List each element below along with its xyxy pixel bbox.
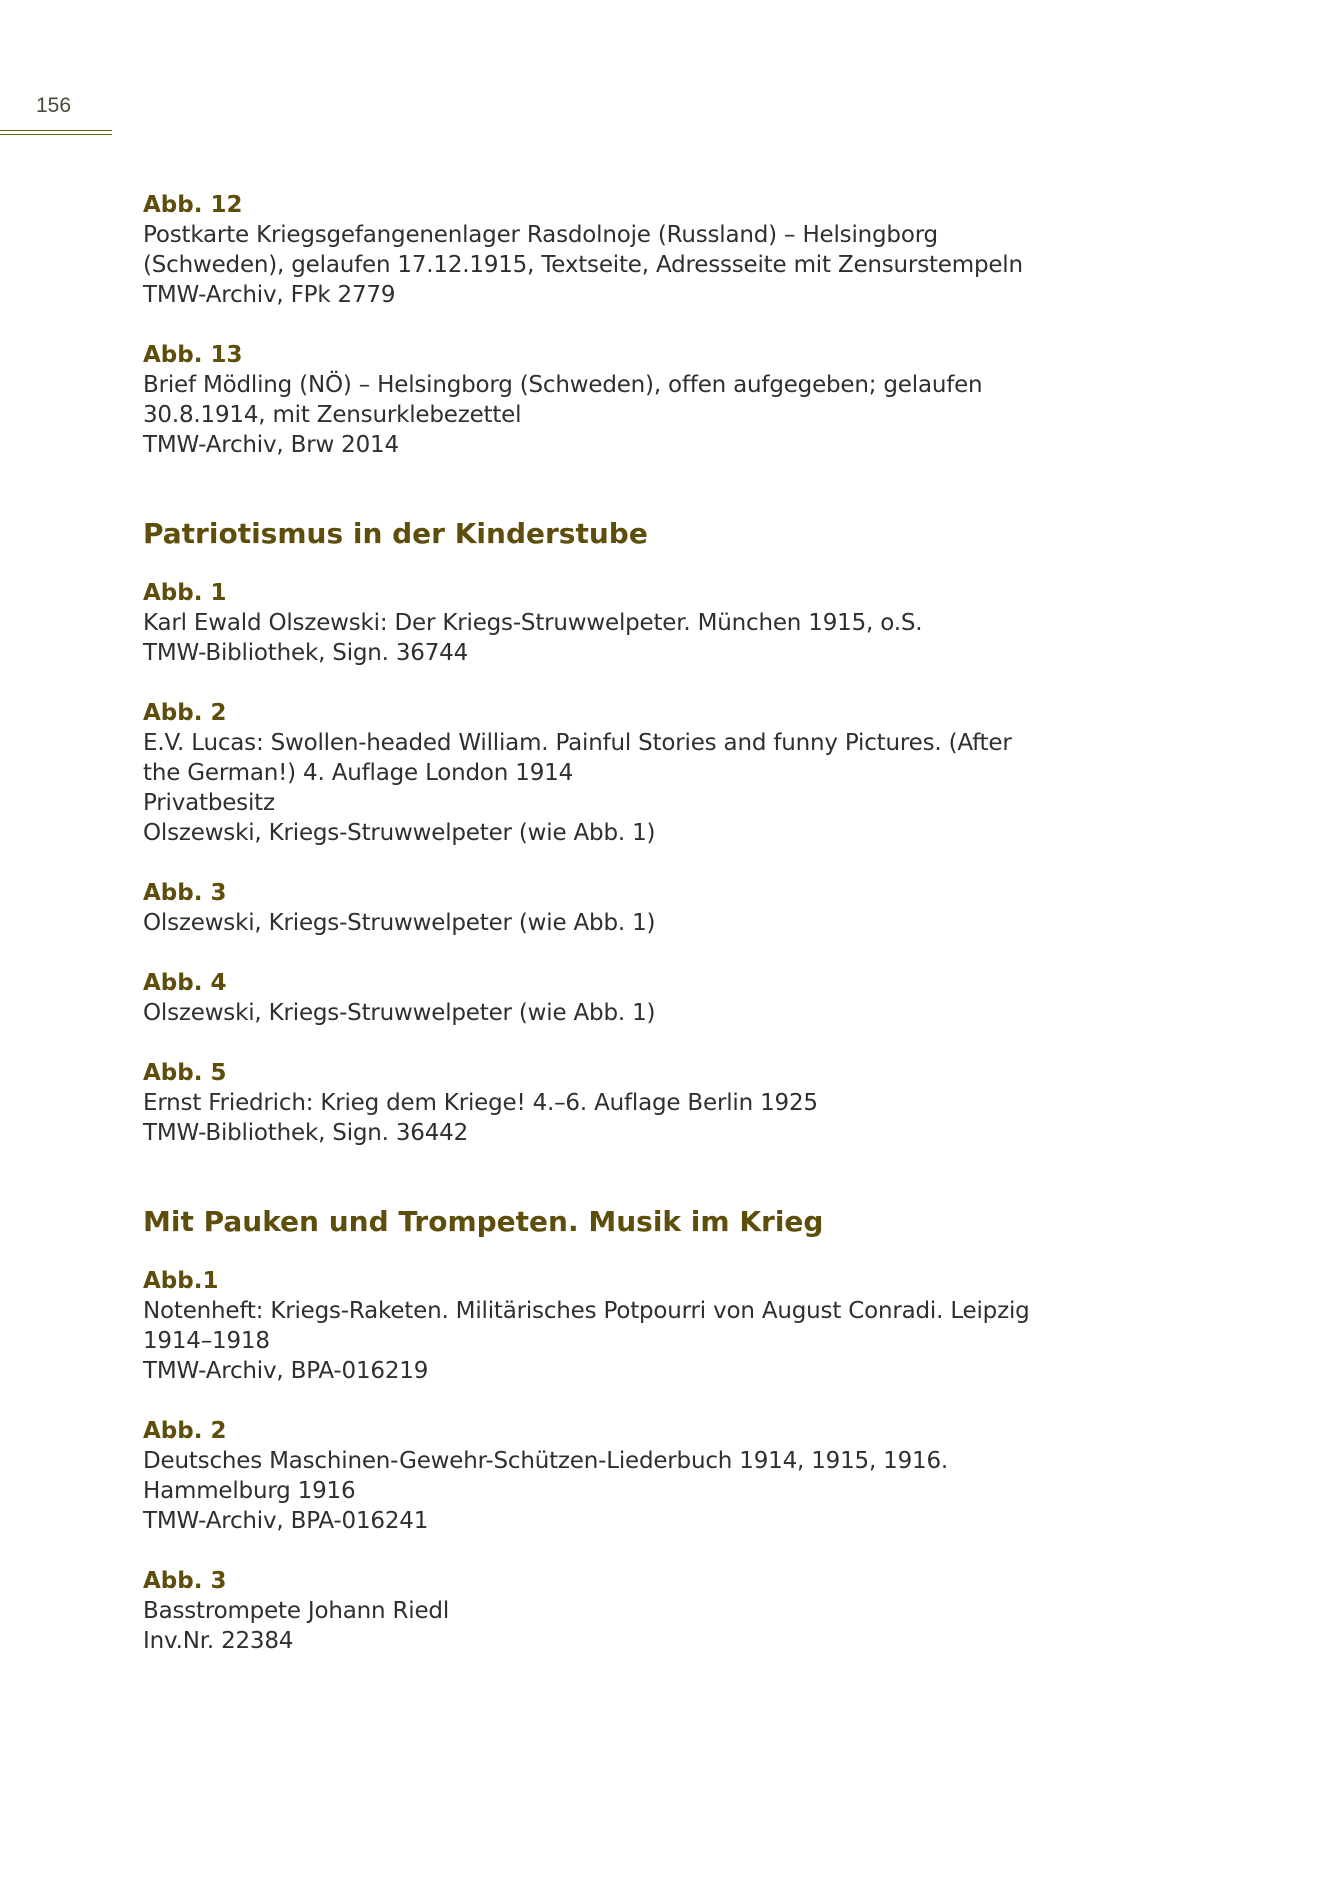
figure-caption-line: Inv.Nr. 22384 — [143, 1628, 294, 1654]
page-number-rule — [0, 130, 112, 135]
figure-entry — [143, 968, 1043, 1028]
figure-entry — [143, 190, 1043, 310]
figure-caption-line: 30.8.1914, mit Zensurklebezettel — [143, 402, 522, 428]
figure-caption-line: TMW-Bibliothek, Sign. 36442 — [143, 1120, 469, 1146]
figure-caption-line: TMW-Archiv, FPk 2779 — [143, 282, 396, 308]
figure-caption-line: TMW-Archiv, BPA-016241 — [143, 1508, 429, 1534]
figure-label: Abb. 1 — [143, 580, 227, 606]
figure-caption-line: Karl Ewald Olszewski: Der Kriegs-Struwwelpeter. München 1915, o.S. — [143, 610, 923, 636]
figure-entry — [143, 1416, 1043, 1536]
figure-caption-line: Brief Mödling (NÖ) – Helsingborg (Schweden), offen aufgegeben; gelaufen — [143, 372, 983, 398]
figure-label: Abb. 2 — [143, 1418, 227, 1444]
figure-caption-line: TMW-Bibliothek, Sign. 36744 — [143, 640, 469, 666]
document-section — [143, 1204, 1043, 1656]
figure-caption-line: (Schweden), gelaufen 17.12.1915, Textseite, Adressseite mit Zensurstempeln — [143, 252, 1023, 278]
document-section — [143, 190, 1043, 460]
section-title: Patriotismus in der Kinderstube — [143, 517, 648, 550]
figure-entry — [143, 1566, 1043, 1656]
figure-label: Abb. 5 — [143, 1060, 227, 1086]
figure-label: Abb. 3 — [143, 880, 227, 906]
figure-label: Abb. 13 — [143, 342, 243, 368]
figure-caption-line: TMW-Archiv, BPA-016219 — [143, 1358, 429, 1384]
document-content — [143, 190, 1043, 1686]
figure-entry — [143, 698, 1043, 848]
figure-caption-line: Olszewski, Kriegs-Struwwelpeter (wie Abb. 1) — [143, 1000, 656, 1026]
figure-caption-line: Privatbesitz — [143, 790, 275, 816]
document-section — [143, 516, 1043, 1148]
figure-caption-line: Deutsches Maschinen-Gewehr-Schützen-Liederbuch 1914, 1915, 1916. — [143, 1448, 949, 1474]
figure-caption-line: 1914–1918 — [143, 1328, 270, 1354]
figure-caption-line: Notenheft: Kriegs-Raketen. Militärisches Potpourri von August Conradi. Leipzig — [143, 1298, 1030, 1324]
figure-label: Abb.1 — [143, 1268, 219, 1294]
figure-caption-line: Ernst Friedrich: Krieg dem Kriege! 4.–6. Auflage Berlin 1925 — [143, 1090, 818, 1116]
figure-label: Abb. 3 — [143, 1568, 227, 1594]
figure-label: Abb. 2 — [143, 700, 227, 726]
figure-label: Abb. 12 — [143, 192, 243, 218]
page-number: 156 — [36, 94, 72, 117]
figure-caption-line: E.V. Lucas: Swollen-headed William. Painful Stories and funny Pictures. (After — [143, 730, 1012, 756]
figure-entry — [143, 1266, 1043, 1386]
figure-caption-line: TMW-Archiv, Brw 2014 — [143, 432, 399, 458]
figure-caption-line: Olszewski, Kriegs-Struwwelpeter (wie Abb. 1) — [143, 820, 656, 846]
section-title: Mit Pauken und Trompeten. Musik im Krieg — [143, 1205, 824, 1238]
figure-label: Abb. 4 — [143, 970, 227, 996]
figure-caption-line: Hammelburg 1916 — [143, 1478, 356, 1504]
figure-entry — [143, 578, 1043, 668]
figure-caption-line: Olszewski, Kriegs-Struwwelpeter (wie Abb. 1) — [143, 910, 656, 936]
figure-entry — [143, 340, 1043, 460]
figure-entry — [143, 878, 1043, 938]
figure-entry — [143, 1058, 1043, 1148]
figure-caption-line: Postkarte Kriegsgefangenenlager Rasdolnoje (Russland) – Helsingborg — [143, 222, 938, 248]
figure-caption-line: the German!) 4. Auflage London 1914 — [143, 760, 574, 786]
figure-caption-line: Basstrompete Johann Riedl — [143, 1598, 450, 1624]
